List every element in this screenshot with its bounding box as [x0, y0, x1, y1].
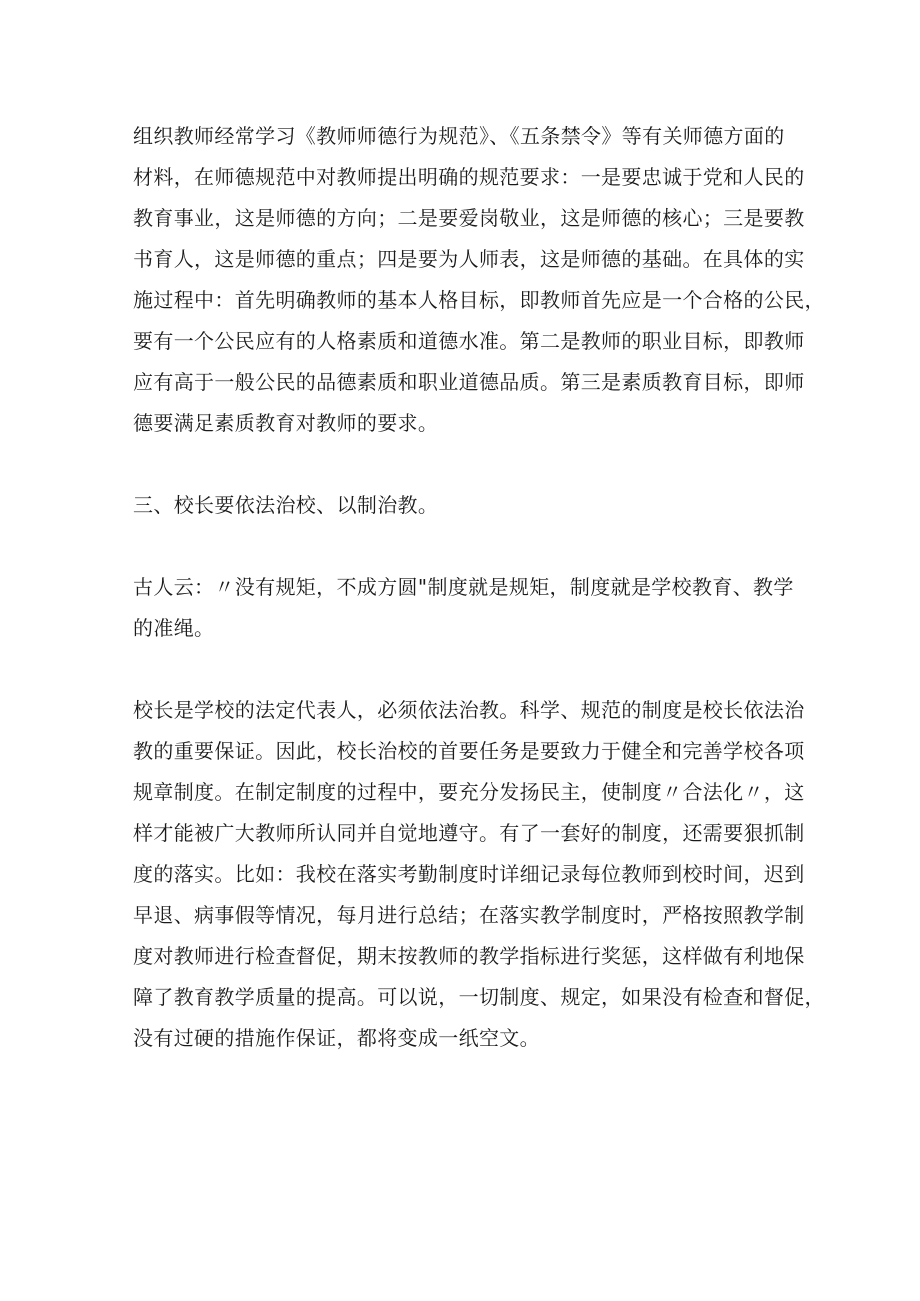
text-line: 组织教师经常学习《教师师德行为规范》、《五条禁令》等有关师德方面的 [133, 124, 785, 148]
text-line: 应有高于一般公民的品德素质和职业道德品质。第三是素质教育目标，即师 [133, 370, 805, 394]
paragraph-quote [133, 567, 793, 649]
text-line: 的准绳。 [133, 616, 215, 640]
text-line: 古人云：〃没有规矩，不成方圆"制度就是规矩，制度就是学校教育、教学 [133, 575, 794, 599]
text-line: 施过程中：首先明确教师的基本人格目标，即教师首先应是一个合格的公民， [133, 288, 825, 312]
paragraph-teacher-ethics [133, 116, 825, 444]
heading-line: 三、校长要依法治校、以制治教。 [133, 493, 439, 517]
text-line: 早退、病事假等情况，每月进行总结；在落实教学制度时，严格按照教学制 [133, 903, 805, 927]
text-line: 校长是学校的法定代表人，必须依法治教。科学、规范的制度是校长依法治 [133, 698, 805, 722]
paragraph-principal [133, 690, 825, 1059]
text-line: 教育事业，这是师德的方向；二是要爱岗敬业，这是师德的核心；三是要教 [133, 206, 805, 230]
text-line: 德要满足素质教育对教师的要求。 [133, 411, 439, 435]
text-line: 材料，在师德规范中对教师提出明确的规范要求：一是要忠诚于党和人民的 [133, 165, 805, 189]
text-line: 度对教师进行检查督促，期末按教师的教学指标进行奖惩，这样做有利地保 [133, 944, 805, 968]
text-line: 教的重要保证。因此，校长治校的首要任务是要致力于健全和完善学校各项 [133, 739, 805, 763]
text-line: 度的落实。比如：我校在落实考勤制度时详细记录每位教师到校时间，迟到 [133, 862, 805, 886]
document-body [133, 116, 825, 1059]
text-line: 规章制度。在制定制度的过程中，要充分发扬民主，使制度〃合法化〃，这 [133, 780, 805, 804]
text-line: 书育人，这是师德的重点；四是要为人师表，这是师德的基础。在具体的实 [133, 247, 805, 271]
text-line: 样才能被广大教师所认同并自觉地遵守。有了一套好的制度，还需要狠抓制 [133, 821, 805, 845]
text-line: 没有过硬的措施作保证，都将变成一纸空文。 [133, 1026, 540, 1050]
paragraph-spacer [133, 444, 793, 485]
text-line: 要有一个公民应有的人格素质和道德水准。第二是教师的职业目标，即教师 [133, 329, 805, 353]
section-heading [133, 485, 793, 526]
text-line: 障了教育教学质量的提高。可以说，一切制度、规定，如果没有检查和督促， [133, 985, 825, 1009]
paragraph-spacer [133, 526, 793, 567]
paragraph-spacer [133, 649, 793, 690]
